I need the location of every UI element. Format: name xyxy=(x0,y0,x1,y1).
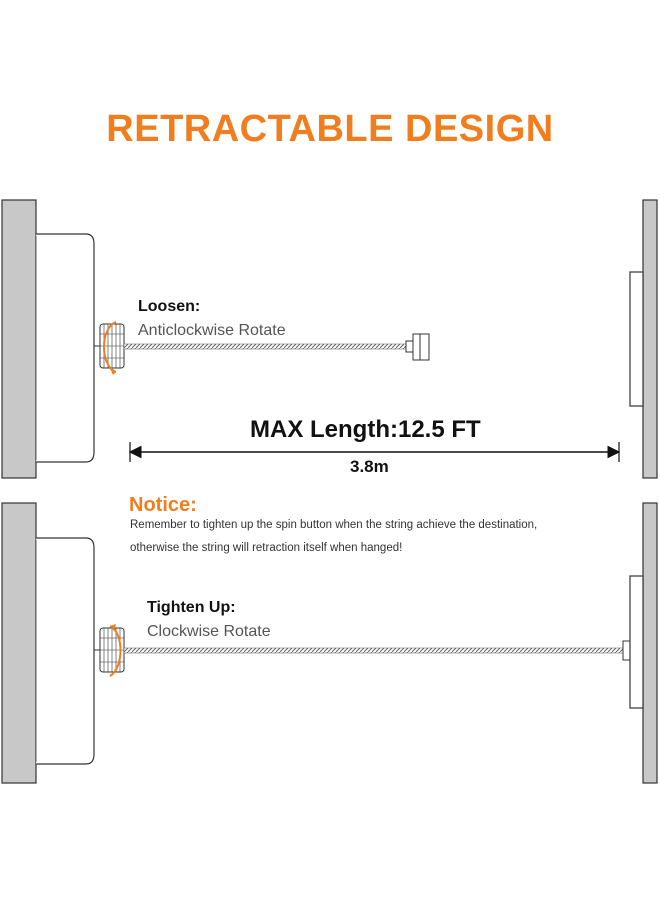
right-wall-top xyxy=(643,200,657,478)
spin-button-top xyxy=(94,324,124,368)
string-bottom xyxy=(124,648,624,653)
right-wall-bottom xyxy=(643,503,657,783)
max-length-label: MAX Length:12.5 FT xyxy=(250,416,481,443)
notice-line-1: Remember to tighten up the spin button when the string achieve the destination, xyxy=(130,519,538,531)
hook-bottom xyxy=(623,641,630,660)
receiver-plate-bottom xyxy=(630,576,643,708)
reel-housing-top xyxy=(36,234,94,462)
max-length-metric: 3.8m xyxy=(350,457,389,476)
left-wall-top xyxy=(2,200,36,478)
notice-line-2: otherwise the string will retraction itself when hanged! xyxy=(130,542,403,554)
page-title: RETRACTABLE DESIGN xyxy=(106,108,554,150)
tighten-instruction: Clockwise Rotate xyxy=(147,623,271,640)
hook-top xyxy=(406,334,429,360)
tighten-label: Tighten Up: xyxy=(147,599,236,616)
left-wall-bottom xyxy=(2,503,36,783)
string-top xyxy=(124,344,406,349)
receiver-plate-top xyxy=(630,272,643,406)
loosen-label: Loosen: xyxy=(138,298,201,315)
reel-housing-bottom xyxy=(36,538,94,764)
notice-title: Notice: xyxy=(129,494,197,516)
loosen-instruction: Anticlockwise Rotate xyxy=(138,322,286,339)
